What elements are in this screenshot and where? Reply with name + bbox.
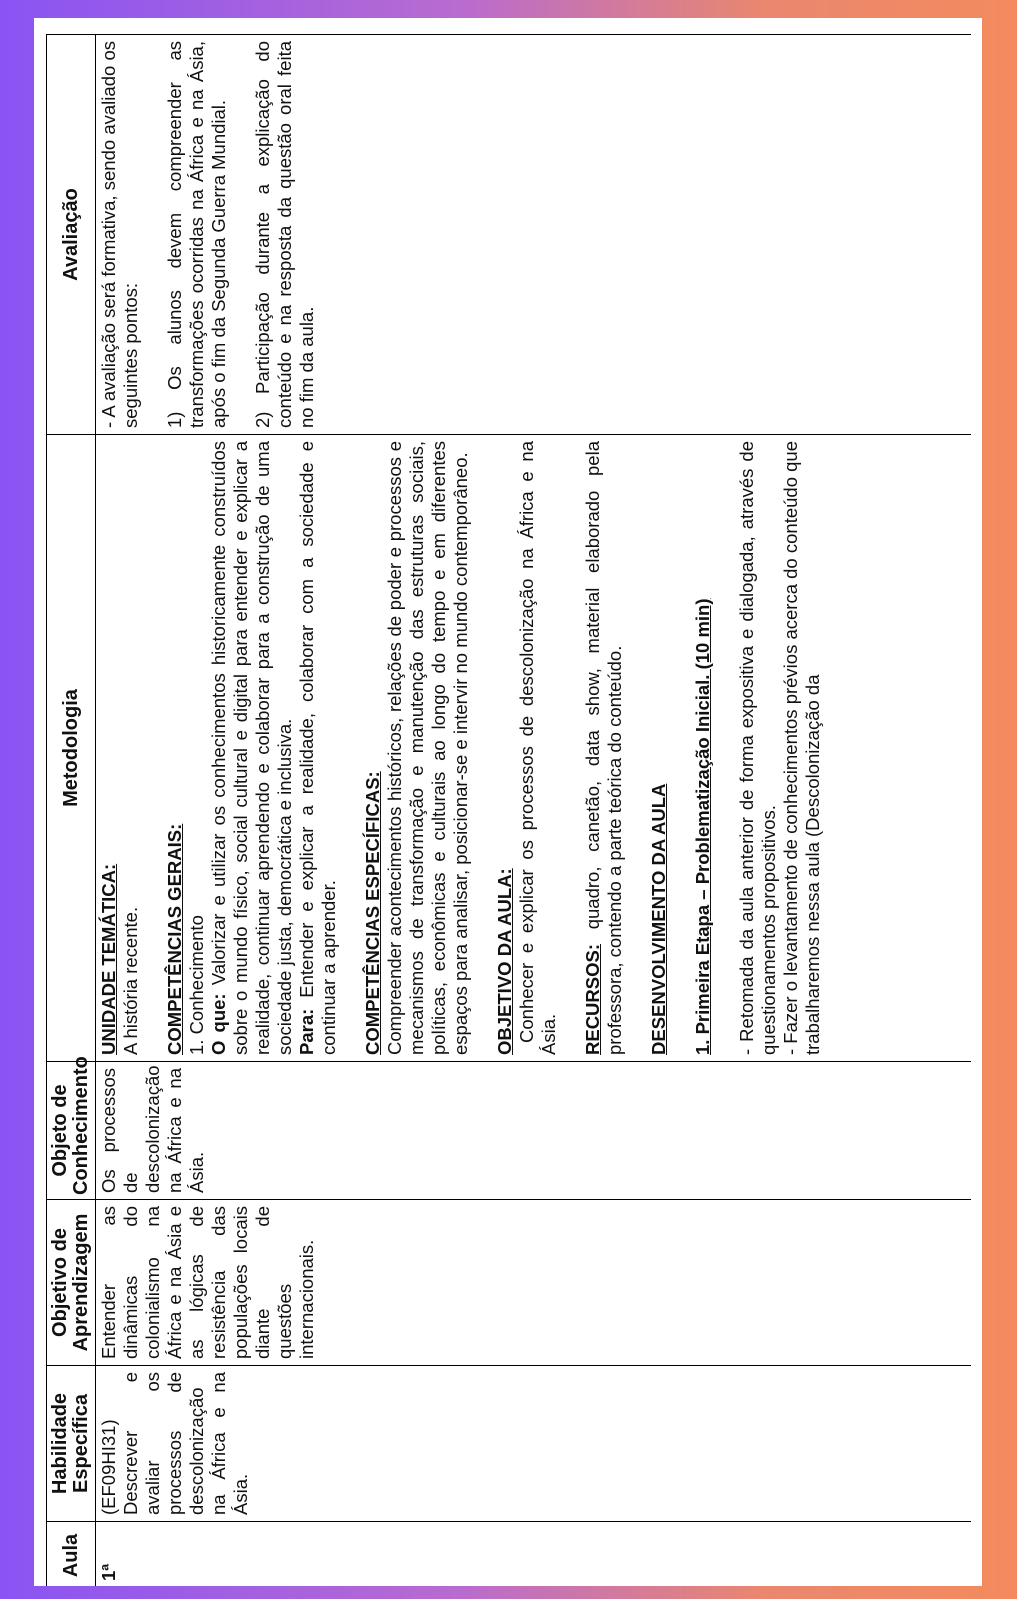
etapa-item-1: - Retomada da aula anterior de forma expositiva e dialogada, através de questionamentos propositivos. [736,441,779,1055]
page-cutoff [971,18,982,1586]
competencias-gerais-heading: COMPETÊNCIAS GERAIS: [164,823,185,1055]
primeira-etapa-heading: 1. Primeira Etapa – Problematização Inicial. (10 min) [692,598,713,1055]
o-que-text: Valorizar e utilizar os conhecimentos historicamente construídos sobre o mundo físico, social cultural e digital para entender e explicar a realidade, continuar aprendendo e colaborar para a construção de uma sociedade justa, democrática e inclusiva. [208,441,295,1055]
cell-objetivo: Entender as dinâmicas do colonialismo na África e na Ásia e as lógicas de resistência das populações locais diante de questões internacionais. [96,1200,983,1366]
header-avaliacao: Avaliação [47,35,96,435]
header-objetivo: Objetivo de Aprendizagem [47,1200,96,1366]
document-page [34,18,982,1586]
para-label: Para: [296,1008,317,1055]
cell-avaliacao [96,35,983,435]
competencias-especificas-heading: COMPETÊNCIAS ESPECÍFICAS: [362,771,383,1055]
lesson-plan-table [46,34,982,1586]
avaliacao-item-2: 2) Participação durante a explicação do conteúdo e na resposta da questão oral feita no fim da aula. [252,41,317,428]
o-que-paragraph [208,441,296,1055]
competencias-especificas-text: Compreender acontecimentos históricos, relações de poder e processos e mecanismos de transformação e manutenção das estruturas sociais, políticas, econômicas e culturais ao longo do tempo e em diferentes espaços para analisar, posicionar-se e intervir no mundo contemporâneo. [384,441,471,1055]
desenvolvimento-heading: DESENVOLVIMENTO DA AULA [648,783,669,1055]
header-habilidade: Habilidade Específica [47,1366,96,1522]
competencias-gerais-item: 1. Conhecimento [186,915,207,1055]
rotated-page-content [34,18,982,1586]
unidade-tematica-heading: UNIDADE TEMÁTICA: [98,863,119,1055]
header-metodologia: Metodologia [47,435,96,1062]
recursos-paragraph [582,441,626,1055]
objetivo-aula-text: Conhecer e explicar os processos de descolonização na África e na Ásia. [516,441,559,1055]
avaliacao-intro: - A avaliação será formativa, sendo avaliado os seguintes pontos: [98,41,141,428]
para-paragraph [296,441,340,1055]
recursos-label: RECURSOS: [582,943,603,1055]
para-text: Entender e explicar a realidade, colaborar com a sociedade e continuar a aprender. [296,441,339,1055]
cell-objeto: Os processos de descolonização na África e na Ásia. [96,1062,983,1200]
header-objeto: Objeto de Conhecimento [47,1062,96,1200]
cell-aula: 1ª [96,1522,983,1587]
objetivo-aula-heading: OBJETIVO DA AULA: [494,868,515,1055]
table-row [96,35,983,1587]
cell-habilidade: (EF09HI31) Descrever e avaliar os processos de descolonização na África e na Ásia. [96,1366,983,1522]
avaliacao-item-1: 1) Os alunos devem compreender as transformações ocorridas na África e na Ásia, após o fim da Segunda Guerra Mundial. [164,41,229,428]
header-aula: Aula [47,1522,96,1587]
recursos-text: quadro, canetão, data show, material elaborado pela professora, contendo a parte teórica do conteúdo. [582,441,625,1055]
unidade-tematica-text: A história recente. [120,906,141,1055]
o-que-label: O que: [208,993,229,1055]
cell-metodologia [96,435,983,1062]
table-header-row [47,35,96,1587]
etapa-item-2: - Fazer o levantamento de conhecimentos prévios acerca do conteúdo que trabalharemos nessa aula (Descolonização da [780,441,823,1055]
